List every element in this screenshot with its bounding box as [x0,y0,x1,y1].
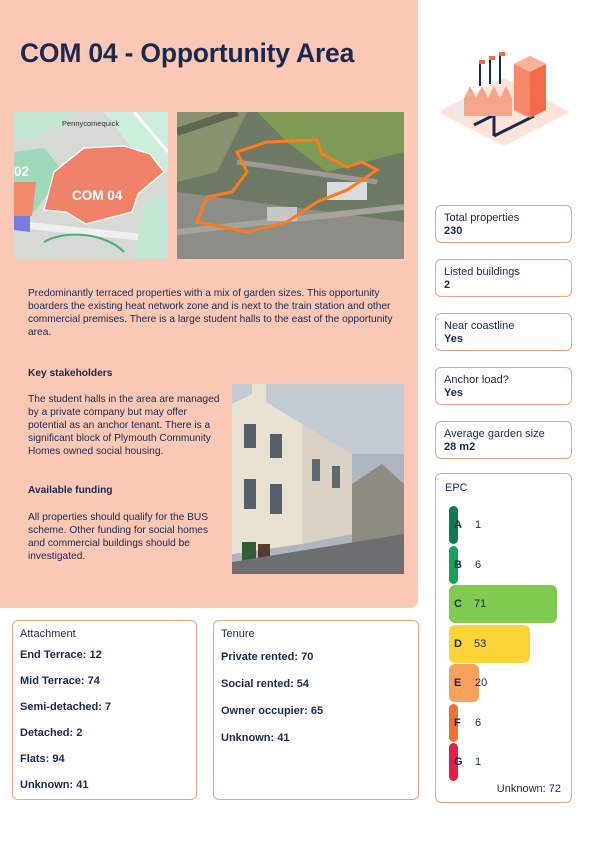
attachment-title: Attachment [20,628,76,640]
epc-chart [435,473,572,803]
stat-label: Listed buildings [444,266,520,278]
tenure-title: Tenure [221,628,255,640]
tenure-row: Unknown: 41 [221,732,290,744]
epc-rating-label: E [454,677,462,689]
stakeholders-heading: Key stakeholders [28,368,113,379]
epc-count-label: 71 [474,598,487,610]
map-place-label: Pennycomequick [62,119,120,128]
street-photo [232,384,404,574]
tenure-row: Owner occupier: 65 [221,705,324,717]
neighbour-area-label: 02 [14,164,30,179]
stat-near-coastline [435,313,572,351]
tenure-row: Private rented: 70 [221,651,314,663]
attachment-row: Semi-detached: 7 [20,701,112,713]
epc-count-label: 53 [474,637,487,650]
aerial-image-graphic [177,112,404,259]
epc-rating-label: A [454,519,462,531]
tenure-row: Social rented: 54 [221,678,310,690]
epc-rating-label: B [454,558,462,571]
location-map-graphic [14,112,168,259]
location-map [14,112,168,259]
page-title: COM 04 - Opportunity Area [20,38,355,68]
stat-listed-buildings [435,259,572,297]
tenure-panel [213,620,419,800]
stat-value: 230 [444,224,463,237]
attachment-row: Flats: 94 [20,753,65,765]
epc-unknown-count: Unknown: 72 [496,783,561,795]
funding-heading: Available funding [28,485,113,496]
epc-chart-title: EPC [445,482,468,494]
attachment-row: Unknown: 41 [20,779,89,791]
epc-rating-label: G [454,756,463,768]
stat-label: Total properties [444,212,520,224]
epc-count-label: 20 [475,677,488,689]
epc-rating-label: C [454,598,462,610]
epc-count-label: 1 [475,756,482,768]
buildings-illustration-icon [434,40,574,150]
stat-label: Anchor load? [444,374,509,386]
epc-rating-label: F [454,716,461,729]
stat-total-properties [435,205,572,243]
attachment-row: Detached: 2 [20,727,83,739]
attachment-row: End Terrace: 12 [20,649,102,661]
stat-average-garden-size [435,421,572,459]
stat-anchor-load [435,367,572,405]
epc-bar-c [449,585,557,623]
epc-count-label: 1 [475,519,482,531]
stat-value: Yes [444,332,463,345]
epc-count-label: 6 [475,716,482,729]
stat-value: 28 m2 [444,440,476,453]
stakeholders-text: The student halls in the area are managed by a private company but may offer potential as an anchor tenant. There is a significant block of Plymouth Community Homes owned social housing. [28,394,220,458]
stat-label: Near coastline [444,320,515,332]
stat-value: 2 [444,278,451,291]
epc-count-label: 6 [475,558,482,571]
epc-rating-label: D [454,637,462,650]
attachment-panel [12,620,197,800]
funding-text: All properties should qualify for the BUS scheme. Other funding for social homes and commercial buildings should be investigated. [28,512,209,563]
stat-label: Average garden size [444,428,545,440]
attachment-row: Mid Terrace: 74 [20,675,100,687]
aerial-image [177,112,404,259]
street-photo-graphic [232,384,404,574]
stat-value: Yes [444,386,463,399]
area-label: COM 04 [72,188,123,203]
area-description: Predominantly terraced properties with a mix of garden sizes. This opportunity boarders the existing heat network zone and is next to the train station and other commercial premises. There is a large student halls to the east of the opportunity area. [28,288,393,339]
